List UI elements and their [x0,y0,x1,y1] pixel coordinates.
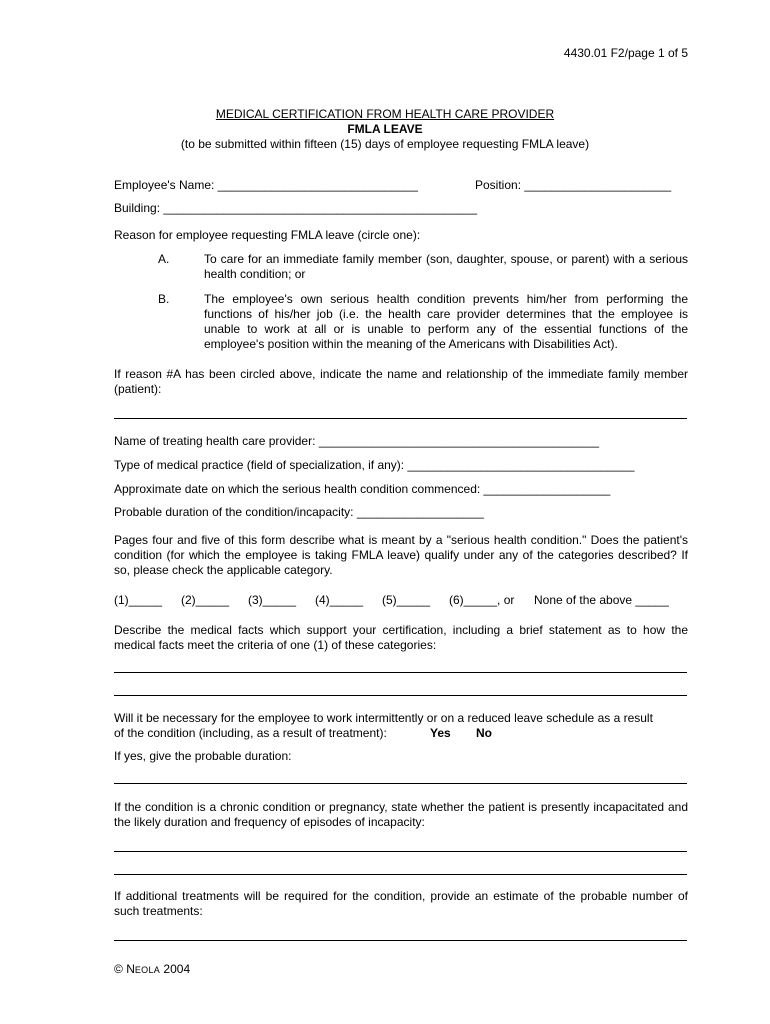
if-yes-label: If yes, give the probable duration: [114,749,292,763]
submission-note: (to be submitted within fifteen (15) days of employee requesting FMLA leave) [180,137,590,151]
category-3[interactable]: (3)_____ [248,593,297,607]
form-id: 4430.01 F2/page 1 of 5 [563,46,688,60]
patient-line[interactable] [114,418,687,419]
form-title: MEDICAL CERTIFICATION FROM HEALTH CARE PROVIDER [215,107,555,121]
copyright-footer [114,962,190,978]
category-5[interactable]: (5)_____ [382,593,431,607]
chronic-instructions: If the condition is a chronic condition or pregnancy, state whether the patient is presently incapacitated and the likely duration and frequency of episodes of incapacity: [114,800,688,829]
intermittent-question-line1: Will it be necessary for the employee to work intermittently or on a reduced leave schedule as a result [114,711,653,725]
category-1[interactable]: (1)_____ [114,593,163,607]
treating-provider-field[interactable]: Name of treating health care provider: __________________________________________ [114,434,600,448]
duration-field[interactable]: Probable duration of the condition/incapacity: ___________________ [114,505,484,519]
date-commenced-field[interactable]: Approximate date on which the serious health condition commenced: ___________________ [114,482,611,496]
org-initial: N [126,962,135,976]
option-a-text: To care for an immediate family member (son, daughter, spouse, or parent) with a serious health condition; or [204,252,688,281]
intermittent-yes[interactable]: Yes [430,726,451,740]
categories-instructions: Pages four and five of this form describe what is meant by a "serious health condition." Does the patient's condition (for which the employee is taking FMLA leave) qualify under any of the categories described? If so, please check the applicable category. [114,533,688,577]
org-rest: EOLA [134,965,161,975]
building-field[interactable]: Building: _______________________________________________ [114,201,478,215]
category-4[interactable]: (4)_____ [315,593,364,607]
intermittent-question-line2: of the condition (including, as a result of treatment): [114,726,387,740]
category-6[interactable]: (6)_____, or [449,593,515,607]
medical-facts-line-1[interactable] [114,672,687,673]
reason-label: Reason for employee requesting FMLA leave (circle one): [114,228,421,242]
additional-treatments-instructions: If additional treatments will be required for the condition, provide an estimate of the probable number of such treatments: [114,889,688,918]
position-field[interactable]: Position: ______________________ [475,178,672,192]
form-subtitle: FMLA LEAVE [347,122,423,136]
chronic-line-1[interactable] [114,851,687,852]
copyright-year: 2004 [163,962,191,976]
intermittent-no[interactable]: No [476,726,492,740]
employee-name-field[interactable]: Employee's Name: ______________________________ [114,178,418,192]
probable-duration-line[interactable] [114,783,687,784]
copyright-symbol: © [114,962,123,976]
category-2[interactable]: (2)_____ [181,593,230,607]
medical-facts-instructions: Describe the medical facts which support your certification, including a brief statement as to how the medical facts meet the criteria of one (1) of these categories: [114,623,688,652]
category-none[interactable]: None of the above _____ [534,593,669,607]
option-a-letter[interactable]: A. [158,252,170,266]
medical-facts-line-2[interactable] [114,695,687,696]
practice-type-field[interactable]: Type of medical practice (field of specialization, if any): __________________________________ [114,458,635,472]
reason-a-instructions: If reason #A has been circled above, indicate the name and relationship of the immediate family member (patient): [114,367,688,396]
treatments-line[interactable] [114,940,687,941]
chronic-line-2[interactable] [114,874,687,875]
option-b-letter[interactable]: B. [158,292,170,306]
option-b-text: The employee's own serious health condition prevents him/her from performing the functions of his/her job (i.e. the health care provider determines that the employee is unable to work at all or is unable to perform any of the essential functions of the employee's position within the meaning of the Americans with Disabilities Act). [204,292,688,351]
